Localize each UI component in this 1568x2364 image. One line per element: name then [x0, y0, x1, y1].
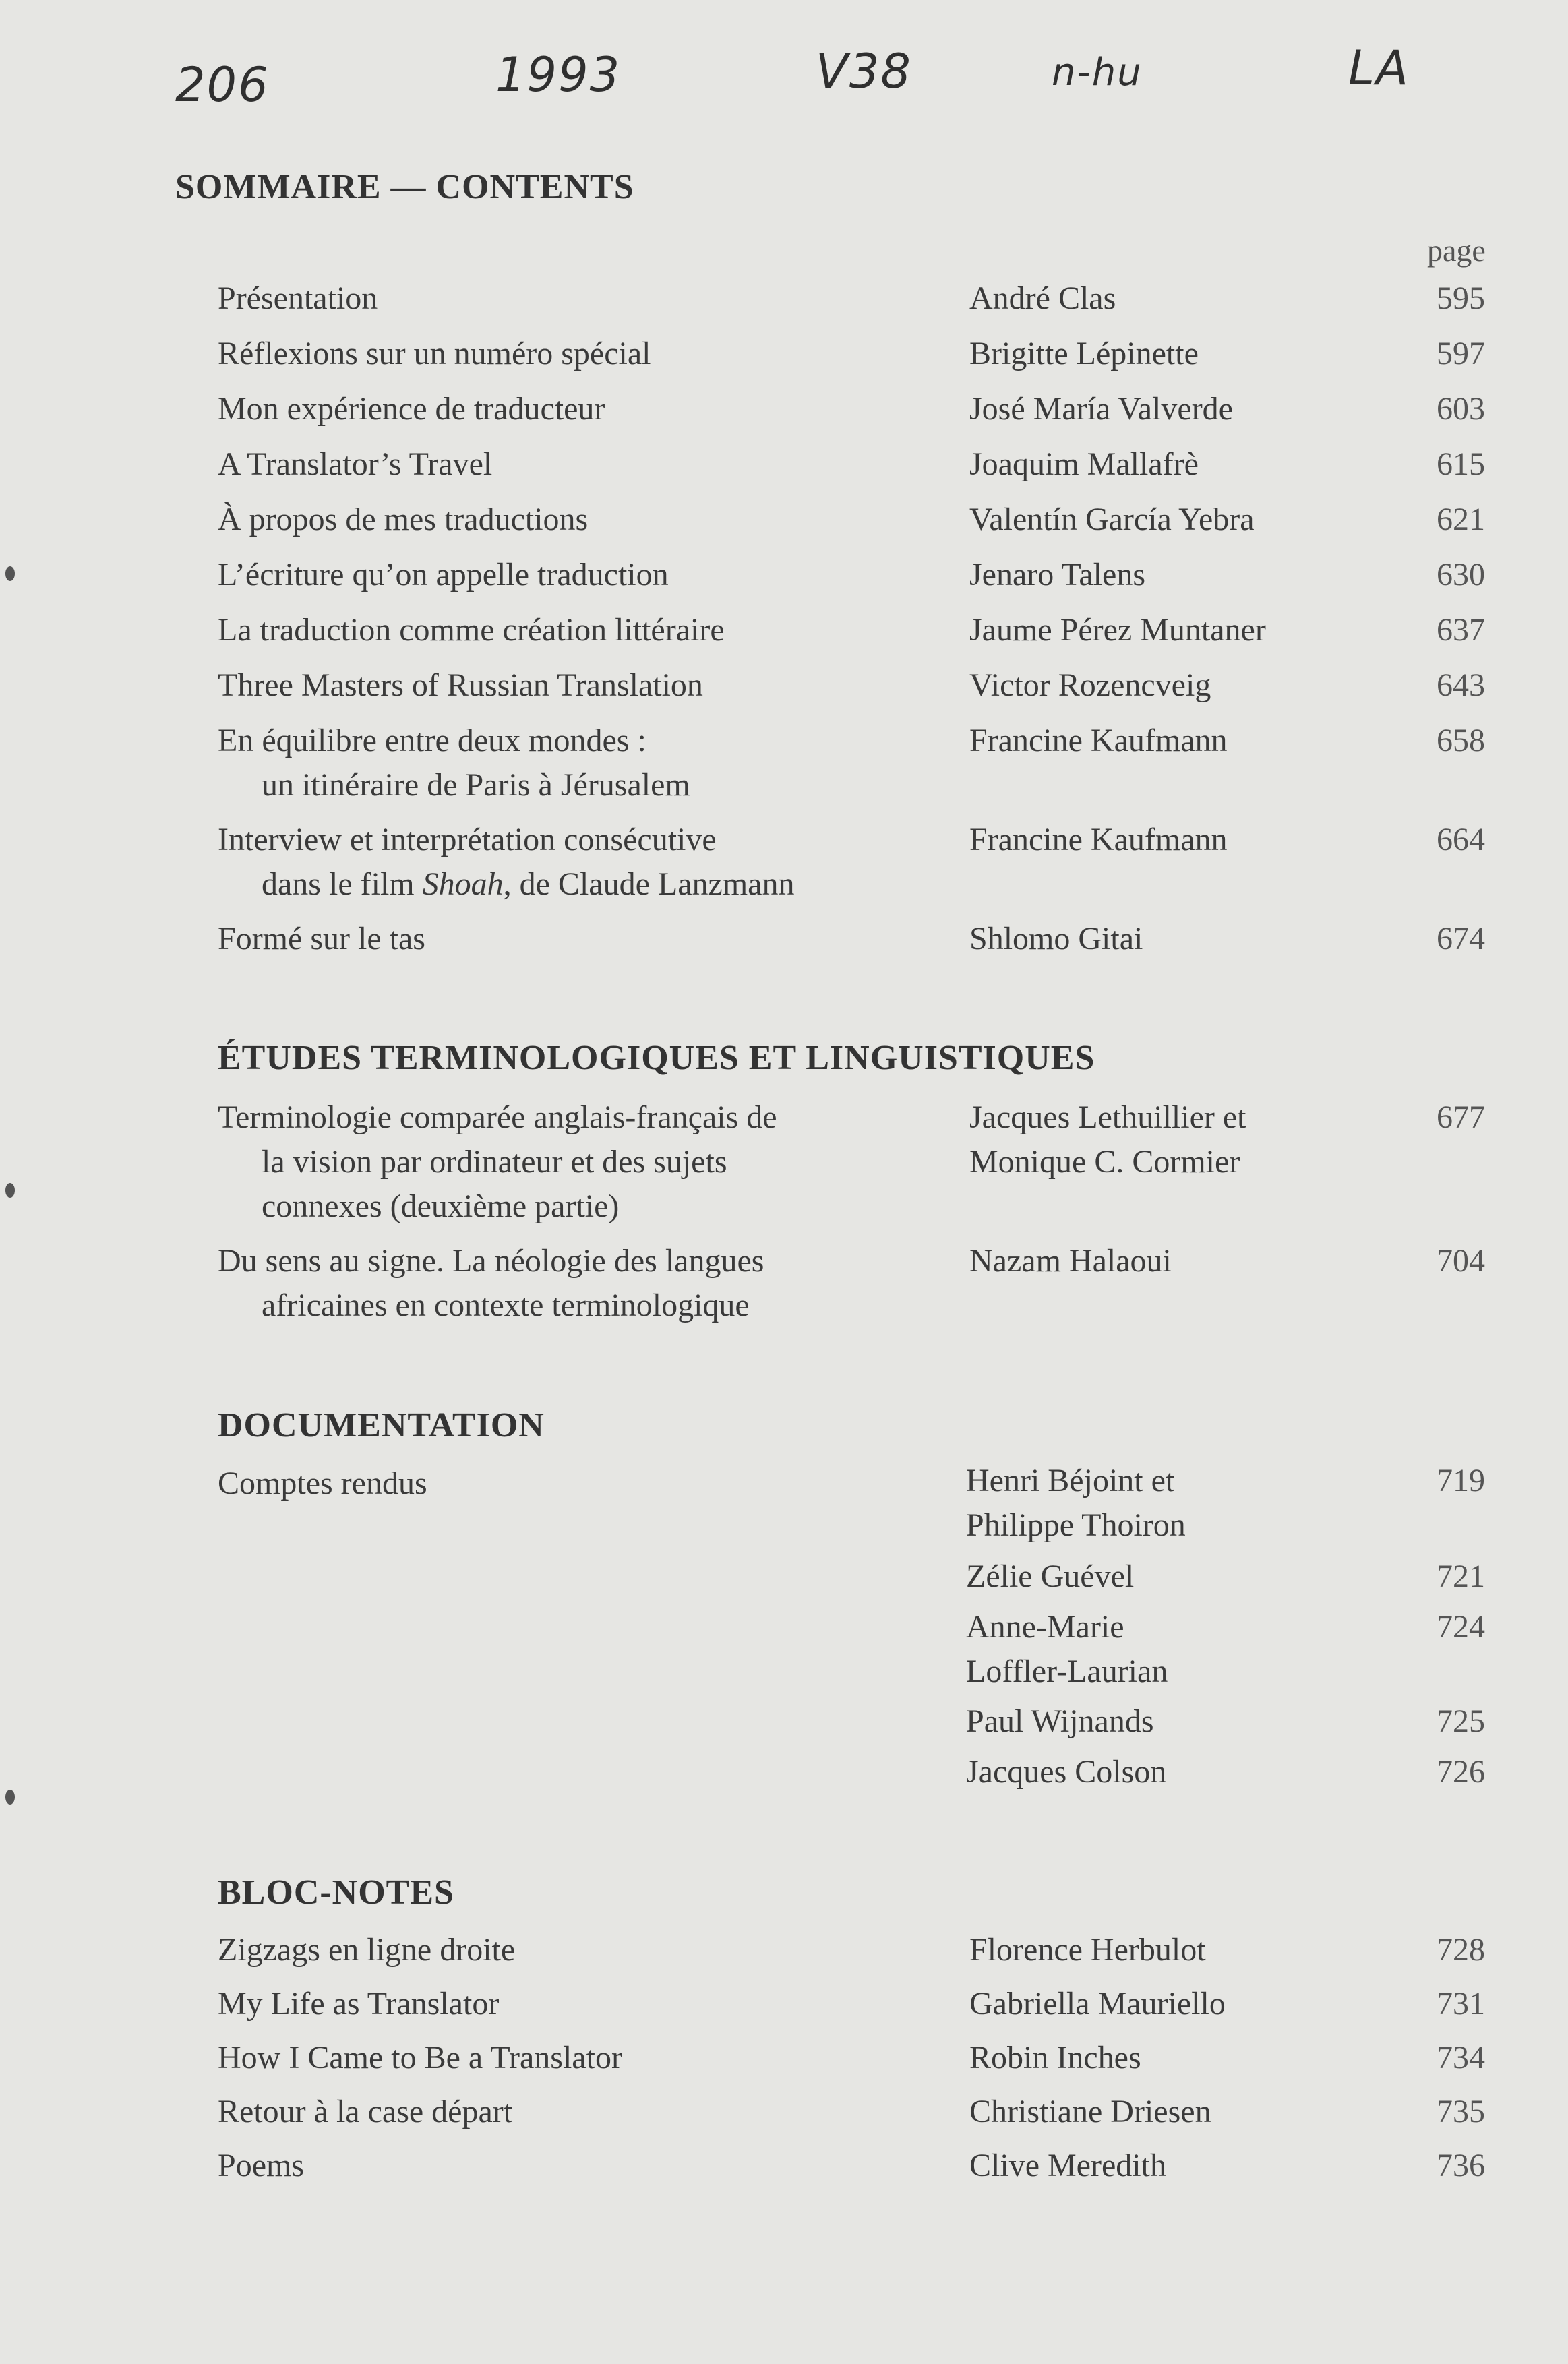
film-title: Shoah	[422, 866, 504, 902]
entry-title: L’écriture qu’on appelle traduction	[218, 557, 669, 593]
entry-title: How I Came to Be a Translator	[218, 2040, 622, 2075]
entry-author: Robin Inches	[969, 2040, 1141, 2075]
entry-page: 725	[1437, 1703, 1485, 1739]
entry-title: Formé sur le tas	[218, 921, 425, 957]
title-text: , de Claude Lanzmann	[503, 866, 795, 902]
author-line: Monique C. Cormier	[969, 1144, 1240, 1180]
entry-author: Paul Wijnands	[966, 1703, 1154, 1739]
entry-page: 603	[1437, 391, 1485, 427]
entry-title: Retour à la case départ	[218, 2094, 513, 2129]
entry-author: Jenaro Talens	[969, 557, 1145, 593]
entry-page: 731	[1437, 1986, 1485, 2022]
entry-author: José María Valverde	[969, 391, 1233, 427]
entry-title: Réflexions sur un numéro spécial	[218, 336, 651, 371]
entry-page: 719	[1437, 1463, 1485, 1498]
entry-page: 721	[1437, 1558, 1485, 1594]
section-heading: BLOC-NOTES	[218, 1873, 454, 1912]
entry-author: Zélie Guével	[966, 1558, 1135, 1594]
page-column-label: page	[1427, 233, 1486, 268]
entry-author: Nazam Halaoui	[969, 1243, 1172, 1279]
entry-page: 615	[1437, 446, 1485, 482]
author-line: Loffler-Laurian	[966, 1654, 1168, 1689]
entry-author: André Clas	[969, 280, 1116, 316]
entry-title: Poems	[218, 2148, 305, 2183]
entry-author: Clive Meredith	[969, 2148, 1166, 2183]
binding-hole-mark	[5, 1790, 15, 1805]
author-line: Jacques Lethuillier et	[969, 1099, 1246, 1135]
entry-author	[966, 1605, 1344, 1694]
entry-page: 677	[1437, 1099, 1485, 1135]
entry-title	[218, 1239, 932, 1328]
entry-title-continuation: connexes (deuxième partie)	[262, 1188, 620, 1224]
entry-title: Comptes rendus	[218, 1465, 427, 1501]
entry-title: La traduction comme création littéraire	[218, 612, 725, 648]
entry-author	[969, 1095, 1347, 1184]
entry-title: My Life as Translator	[218, 1986, 500, 2022]
entry-author: Valentín García Yebra	[969, 502, 1255, 537]
entry-page: 658	[1437, 723, 1485, 758]
entry-page: 704	[1437, 1243, 1485, 1279]
entry-title-line: En équilibre entre deux mondes :	[218, 723, 646, 758]
entry-page: 595	[1437, 280, 1485, 316]
entry-page: 735	[1437, 2094, 1485, 2129]
handwritten-note: LA	[1348, 40, 1410, 96]
entry-title	[218, 719, 932, 808]
entry-page: 728	[1437, 1932, 1485, 1968]
entry-title-continuation	[218, 862, 932, 907]
entry-title-continuation: africaines en contexte terminologique	[262, 1287, 750, 1323]
entry-author: Christiane Driesen	[969, 2094, 1211, 2129]
section-heading: ÉTUDES TERMINOLOGIQUES ET LINGUISTIQUES	[218, 1039, 1095, 1077]
entry-title-continuation: la vision par ordinateur et des sujets	[262, 1144, 727, 1180]
entry-author: Victor Rozencveig	[969, 667, 1211, 703]
entry-title-line: Interview et interprétation consécutive	[218, 822, 717, 857]
entry-title-line: Du sens au signe. La néologie des langues	[218, 1243, 764, 1279]
entry-page: 724	[1437, 1609, 1485, 1645]
entry-author: Gabriella Mauriello	[969, 1986, 1226, 2022]
binding-hole-mark	[5, 566, 15, 581]
binding-hole-mark	[5, 1183, 15, 1198]
author-line: Anne-Marie	[966, 1609, 1124, 1645]
entry-page: 637	[1437, 612, 1485, 648]
page-title: SOMMAIRE — CONTENTS	[175, 168, 634, 206]
entry-title: À propos de mes traductions	[218, 502, 589, 537]
entry-title	[218, 1095, 932, 1229]
entry-author: Jacques Colson	[966, 1754, 1167, 1790]
entry-page: 674	[1437, 921, 1485, 957]
entry-title-continuation: un itinéraire de Paris à Jérusalem	[262, 767, 690, 803]
entry-title: Mon expérience de traducteur	[218, 391, 605, 427]
entry-author: Francine Kaufmann	[969, 723, 1228, 758]
entry-page: 630	[1437, 557, 1485, 593]
handwritten-note: V38	[816, 44, 912, 99]
title-text: dans le film	[262, 866, 423, 902]
entry-title: Présentation	[218, 280, 378, 316]
author-line: Henri Béjoint et	[966, 1463, 1175, 1498]
handwritten-note: 1993	[495, 47, 622, 102]
handwritten-note: 206	[175, 57, 270, 113]
entry-author: Joaquim Mallafrè	[969, 446, 1199, 482]
entry-author: Florence Herbulot	[969, 1932, 1206, 1968]
handwritten-note: n-hu	[1052, 51, 1143, 94]
entry-page: 734	[1437, 2040, 1485, 2075]
entry-title	[218, 818, 932, 907]
entry-author: Shlomo Gitai	[969, 921, 1143, 957]
entry-title: A Translator’s Travel	[218, 446, 493, 482]
entry-page: 664	[1437, 822, 1485, 857]
section-heading: DOCUMENTATION	[218, 1406, 545, 1445]
entry-author: Jaume Pérez Muntaner	[969, 612, 1266, 648]
entry-author: Francine Kaufmann	[969, 822, 1228, 857]
entry-author: Brigitte Lépinette	[969, 336, 1199, 371]
entry-title-line: Terminologie comparée anglais-français de	[218, 1099, 777, 1135]
entry-title: Zigzags en ligne droite	[218, 1932, 516, 1968]
entry-author	[966, 1459, 1344, 1548]
entry-page: 736	[1437, 2148, 1485, 2183]
author-line: Philippe Thoiron	[966, 1507, 1186, 1543]
entry-page: 643	[1437, 667, 1485, 703]
entry-page: 597	[1437, 336, 1485, 371]
entry-title: Three Masters of Russian Translation	[218, 667, 703, 703]
entry-page: 621	[1437, 502, 1485, 537]
entry-page: 726	[1437, 1754, 1485, 1790]
